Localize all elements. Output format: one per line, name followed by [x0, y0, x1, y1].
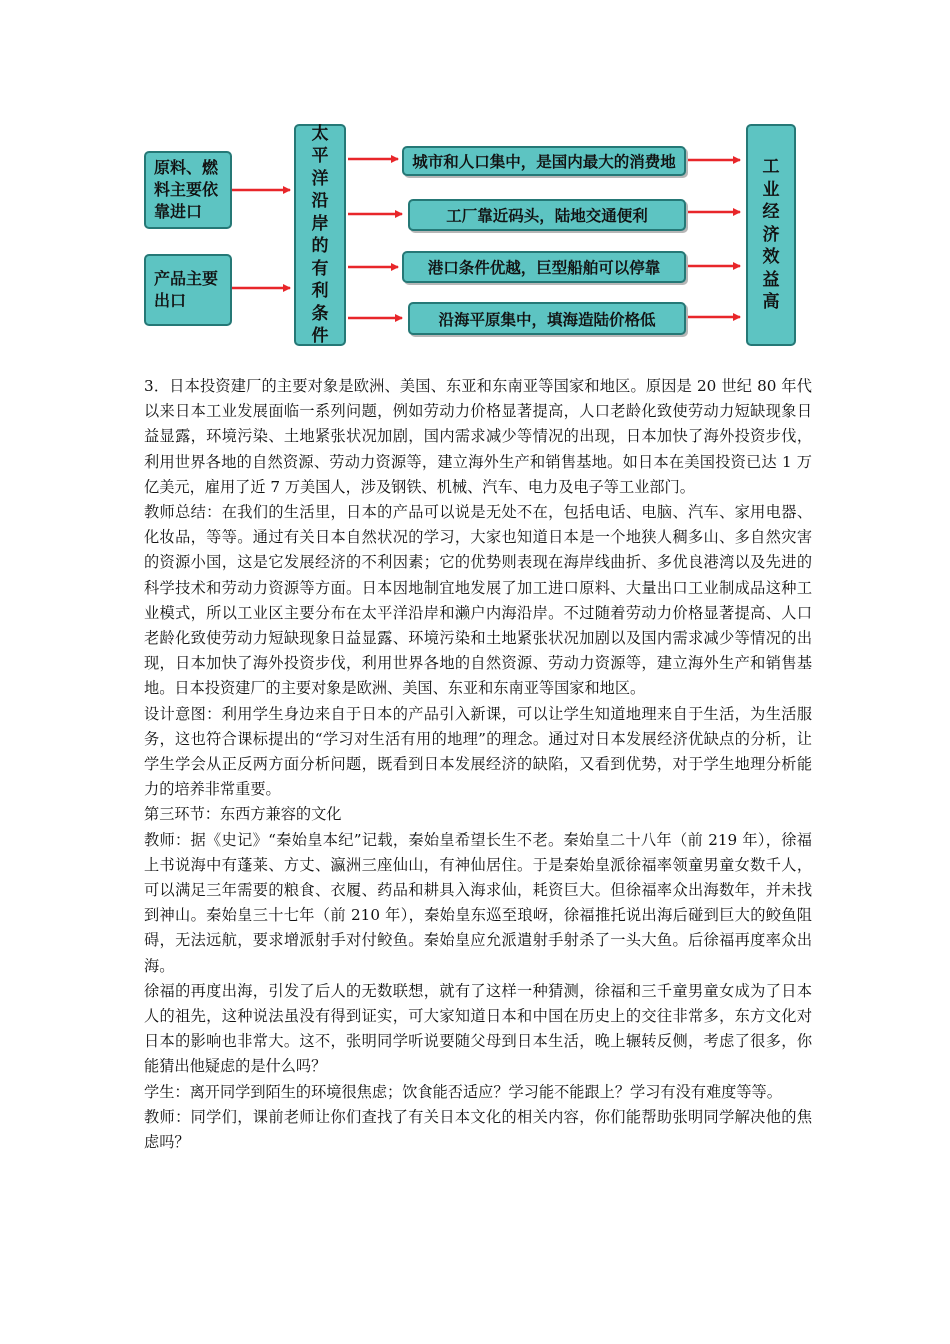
paragraph-teacher-xufu: 教师：据《史记》“秦始皇本纪”记载，秦始皇希望长生不老。秦始皇二十八年（前 219 年），徐福上书说海中有蓬莱、方丈、瀛洲三座仙山，有神仙居住。于是秦始皇派徐福率领童男童女数千人，可以满足三年需要的粮食、衣履、药品和耕具入海求仙，耗资巨大。但徐福率众出海数年，并未找到神山。秦始皇三十七年（前 210 年），秦始皇东巡至琅岈，徐福推托说出海后碰到巨大的鲛鱼阻碍，无法远航，要求增派射手对付鲛鱼。秦始皇应允派遣射手射杀了一头大鱼。后徐福再度率众出海。: [144, 830, 812, 975]
condition-label-1: 城市和人口集中，是国内最大的消费地: [412, 153, 676, 171]
export-products-label: 产品主要出口: [154, 269, 219, 310]
export-products-box: [144, 254, 232, 326]
vertical-char: 洋: [311, 168, 329, 189]
vertical-char: 效: [762, 247, 780, 268]
vertical-char: 济: [762, 224, 780, 245]
paragraph-teacher-question: 教师：同学们，课前老师让你们查找了有关日本文化的相关内容，你们能帮助张明同学解决他的焦虑吗？: [144, 1107, 812, 1152]
vertical-char: 利: [311, 281, 329, 301]
paragraph-student-reply: 学生：离开同学到陌生的环境很焦虑；饮食能否适应？学习能不能跟上？学习有没有难度等等。: [144, 1082, 782, 1101]
paragraph-xufu-legend: 徐福的再度出海，引发了后人的无数联想，就有了这样一种猜测，徐福和三千童男童女成为了日本人的祖先，这种说法虽没有得到证实，可大家知道日本和中国在历史上的交往非常多，东方文化对日本的影响也非常大。这不，张明同学听说要随父母到日本生活，晚上辗转反侧，考虑了很多，你能猜出他疑虑的是什么吗？: [144, 981, 812, 1076]
lesson-text: [144, 374, 812, 1155]
vertical-char: 的: [311, 236, 329, 256]
vertical-char: 平: [311, 146, 329, 166]
vertical-char: 经: [762, 202, 780, 223]
section-heading-culture: 第三环节：东西方兼容的文化: [144, 805, 342, 824]
vertical-char: 太: [311, 123, 329, 144]
condition-label-4: 沿海平原集中，填海造陆价格低: [438, 310, 656, 329]
condition-label-2: 工厂靠近码头，陆地交通便利: [446, 207, 648, 225]
pacific-coast-advantages-box: [294, 124, 346, 346]
industrial-conditions-diagram: [140, 118, 800, 350]
paragraph-teacher-summary: 教师总结：在我们的生活里，日本的产品可以说是无处不在，包括电话、电脑、汽车、家用电器、化妆品，等等。通过有关日本自然状况的学习，大家也知道日本是一个地狭人稠多山、多自然灾害的资源小国，这是它发展经济的不利因素；它的优势则表现在海岸线曲折、多优良港湾以及先进的科学技术和劳动力资源等方面。日本因地制宜地发展了加工进口原料、大量出口工业制成品这种工业模式，所以工业区主要分布在太平洋沿岸和濑户内海沿岸。不过随着劳动力价格显著提高、人口老龄化致使劳动力短缺现象日益显露、环境污染和土地紧张状况加剧以及国内需求减少等情况的出现，日本加快了海外投资步伐，利用世界各地的自然资源、劳动力资源等，建立海外生产和销售基地。日本投资建厂的主要对象是欧洲、美国、东亚和东南亚等国家和地区。: [144, 503, 812, 698]
vertical-char: 岸: [311, 213, 329, 234]
import-materials-label: 原料、燃料主要依靠进口: [154, 158, 219, 221]
vertical-char: 工: [762, 157, 780, 178]
condition-box-2: [408, 199, 686, 231]
condition-label-3: 港口条件优越，巨型船舶可以停靠: [427, 259, 661, 277]
vertical-char: 高: [762, 292, 780, 313]
vertical-char: 有: [311, 258, 329, 279]
condition-box-4: [408, 302, 686, 335]
vertical-char: 益: [762, 269, 780, 290]
condition-box-3: [402, 251, 686, 283]
vertical-char: 件: [311, 326, 329, 346]
condition-box-1: [402, 146, 686, 176]
vertical-char: 业: [762, 179, 780, 200]
import-materials-box: [144, 151, 232, 229]
vertical-char: 沿: [311, 191, 329, 211]
paragraph-investment-reasons: 3．日本投资建厂的主要对象是欧洲、美国、东亚和东南亚等国家和地区。原因是 20 世纪 80 年代以来日本工业发展面临一系列问题，例如劳动力价格显著提高，人口老龄化致使劳动力短缺现象日益显露，环境污染、土地紧张状况加剧，国内需求减少等情况的出现，日本加快了海外投资步伐，利用世界各地的自然资源、劳动力资源等，建立海外生产和销售基地。如日本在美国投资已达 1 万亿美元，雇用了近 7 万美国人，涉及钢铁、机械、汽车、电力及电子等工业部门。: [144, 377, 812, 496]
industrial-efficiency-box: [746, 124, 796, 346]
vertical-char: 条: [311, 303, 329, 324]
paragraph-design-intent: 设计意图：利用学生身边来自于日本的产品引入新课，可以让学生知道地理来自于生活，为生活服务，这也符合课标提出的“学习对生活有用的地理”的理念。通过对日本发展经济优缺点的分析，让学生学会从正反两方面分析问题，既看到日本发展经济的缺陷，又看到优势，对于学生地理分析能力的培养非常重要。: [144, 704, 812, 799]
